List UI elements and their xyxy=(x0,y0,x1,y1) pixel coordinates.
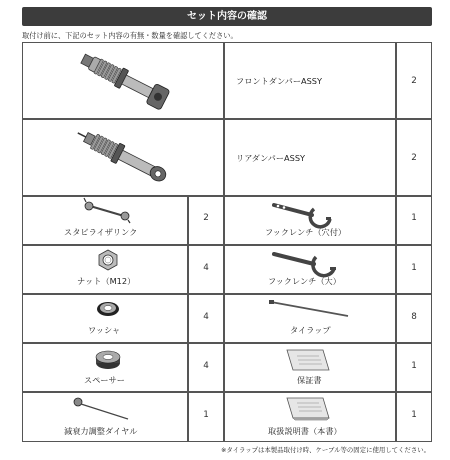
item-qty: 1 xyxy=(411,410,417,420)
item-qty: 1 xyxy=(411,263,417,273)
intro-text: 取付け前に、下記のセット内容の有無・数量を確認してください。 xyxy=(22,31,238,40)
tie-wrap-icon xyxy=(268,299,352,319)
spacer-icon xyxy=(93,349,123,371)
item-qty: 4 xyxy=(203,361,209,371)
item-qty: 1 xyxy=(411,361,417,371)
rear-damper-icon xyxy=(70,126,180,188)
item-name: フロントダンパーASSY xyxy=(236,76,323,86)
item-qty: 4 xyxy=(203,263,209,273)
nut-icon xyxy=(97,249,119,271)
item-name: 減衰力調整ダイヤル xyxy=(64,426,138,436)
item-name: ナット（M12） xyxy=(77,276,136,286)
item-name: リアダンパーASSY xyxy=(236,153,306,163)
item-name: 取扱説明書（本書） xyxy=(268,426,342,436)
item-name: タイラップ xyxy=(290,325,331,335)
item-qty: 1 xyxy=(203,410,209,420)
item-qty: 4 xyxy=(203,312,209,322)
hook-wrench-hole-icon xyxy=(270,199,340,225)
stabilizer-link-icon xyxy=(82,200,132,222)
footnote: ※タイラップは本製品取付け時、ケーブル等の固定に使用してください。 xyxy=(220,446,430,454)
item-name: 保証書 xyxy=(297,375,322,385)
item-qty: 8 xyxy=(411,312,417,322)
manual-icon xyxy=(283,396,333,422)
item-name: ワッシャ xyxy=(88,325,121,335)
front-damper-icon xyxy=(70,48,180,112)
item-name: スペーサー xyxy=(84,375,125,385)
item-name: フックレンチ（穴付） xyxy=(265,227,347,237)
item-name: スタビライザリンク xyxy=(64,227,138,237)
item-qty: 2 xyxy=(203,213,209,223)
washer-icon xyxy=(95,300,121,318)
item-qty: 2 xyxy=(411,153,417,163)
section-header: セット内容の確認 xyxy=(22,7,432,26)
item-name: フックレンチ（大） xyxy=(268,276,341,286)
hook-wrench-large-icon xyxy=(270,248,346,274)
warranty-card-icon xyxy=(283,348,331,372)
item-qty: 2 xyxy=(411,76,417,86)
item-qty: 1 xyxy=(411,213,417,223)
damping-dial-icon xyxy=(72,396,132,422)
